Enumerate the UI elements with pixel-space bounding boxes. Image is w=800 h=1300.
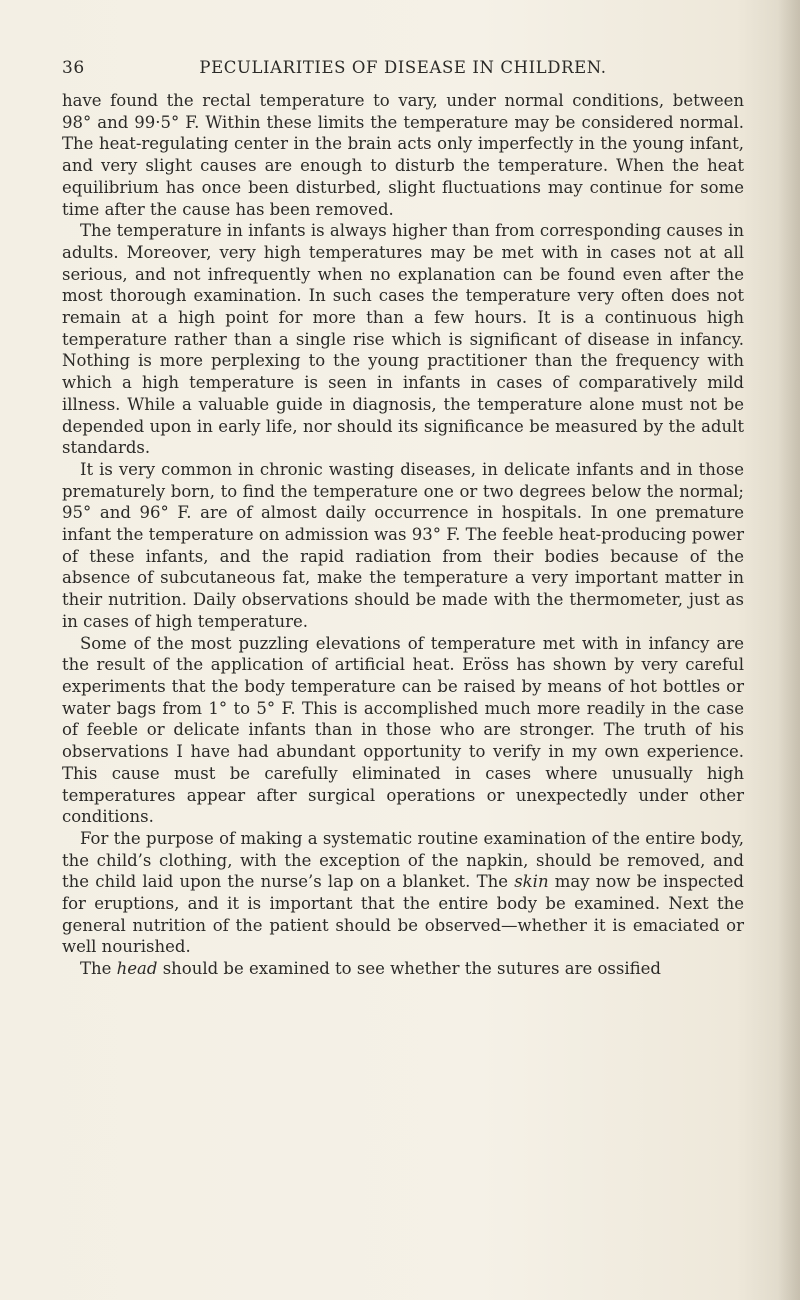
paragraph-2-text: The temperature in infants is always higher than from corresponding causes in adults. Moreover, very high temperatures may be met with in cases not at all serious, and not infrequently when no explanation can be found even after the most thorough examination. In such cases the temperature very often does not remain at a high point for more than a few hours. It is a continuous high temperature rather than a single rise which is significant of disease in infancy. Nothing is more perplexing to the young practitioner than the frequency with which a high temperature is seen in infants in cases of comparatively mild illness. While a valuable guide in diagnosis, the temperature alone must not be depended upon in early life, nor should its significance be measured by the adult standards. (62, 221, 744, 458)
paragraph-6-italic-term: head (116, 959, 158, 979)
paragraph-4 (62, 633, 744, 828)
paragraph-2 (62, 220, 744, 459)
paragraph-1-text: have found the rectal temperature to vary, under normal conditions, between 98° and 99·5° F. Within these limits the temperature may be considered normal. The heat-regulating center in the brain acts only imperfectly in the young infant, and very slight causes are enough to disturb the temperature. When the heat equilibrium has once been disturbed, slight fluctuations may continue for some time after the cause has been removed. (62, 91, 744, 219)
body-text (62, 90, 744, 980)
paragraph-4-text: Some of the most puzzling elevations of temperature met with in infancy are the result of the application of artificial heat. Eröss has shown by very careful experiments that the body temperature can be raised by means of hot bottles or water bags from 1° to 5° F. This is accomplished much more readily in the case of feeble or delicate infants than in those who are stronger. The truth of his observations I have had abundant opportunity to verify in my own experience. This cause must be carefully eliminated in cases where unusually high temperatures appear after surgical operations or unexpectedly under other conditions. (62, 633, 744, 827)
paragraph-6-text-before: The (80, 959, 117, 979)
page-header (62, 58, 744, 82)
paragraph-1 (62, 90, 744, 220)
page-number: 36 (62, 58, 85, 78)
paragraph-3 (62, 459, 744, 633)
paragraph-5-italic-term: skin (514, 872, 549, 892)
paragraph-5 (62, 828, 744, 958)
running-title: PECULIARITIES OF DISEASE IN CHILDREN. (199, 58, 607, 77)
paragraph-5-text-after: may now be inspected for eruptions, and it is important that the entire body be examined. Next the general nutrition of the patient should be observed—whether it is emaciated or well nourished. (62, 872, 744, 957)
paragraph-6-text-after: should be examined to see whether the sutures are ossified (157, 959, 661, 979)
paragraph-5-text: For the purpose of making a systematic routine examination of the entire body, the child’s clothing, with the exception of the napkin, should be removed, and the child laid upon the nurse’s lap on a blanket. The (62, 828, 744, 892)
page-edge-shadow (778, 0, 800, 1300)
paragraph-6 (62, 958, 744, 980)
paragraph-3-text: It is very common in chronic wasting diseases, in delicate infants and in those prematurely born, to find the temperature one or two degrees below the normal; 95° and 96° F. are of almost daily occurrence in hospitals. In one premature infant the temperature on admission was 93° F. The feeble heat-producing power of these infants, and the rapid radiation from their bodies because of the absence of subcutaneous fat, make the temperature a very important matter in their nutrition. Daily observations should be made with the thermometer, just as in cases of high temperature. (62, 459, 744, 631)
